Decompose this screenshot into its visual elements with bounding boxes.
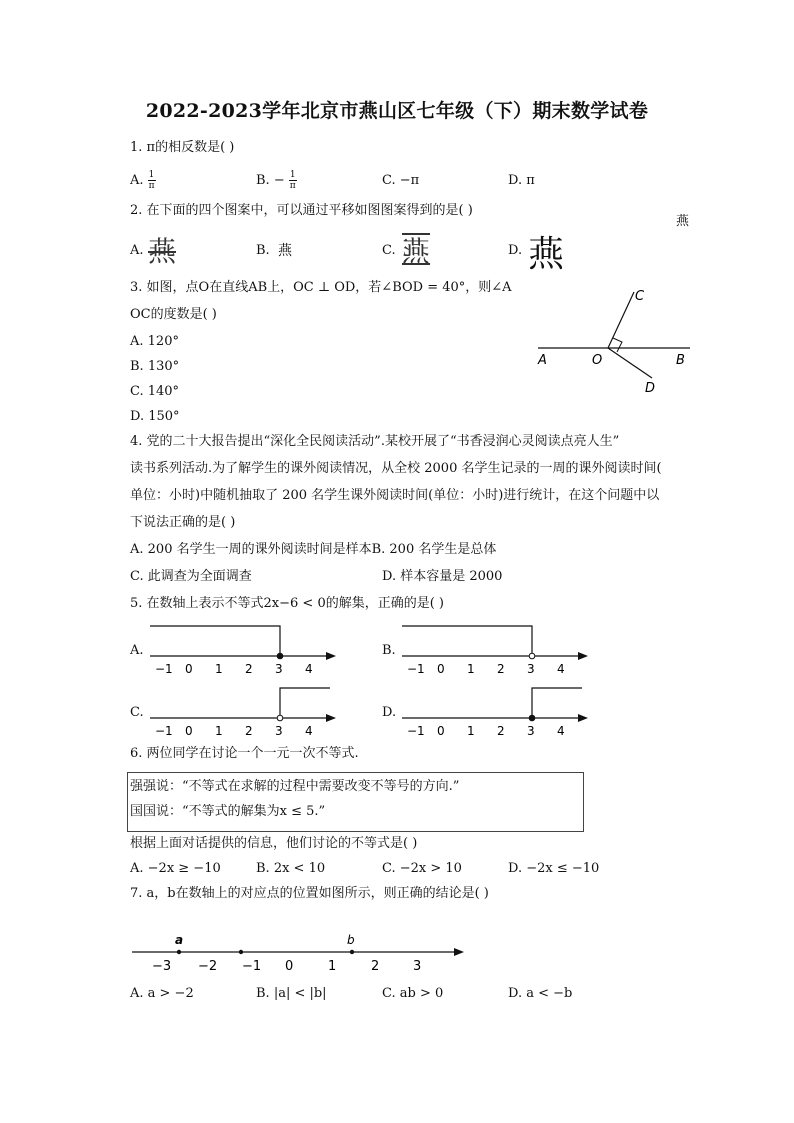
open-endpoint <box>529 653 535 659</box>
tick-label: 1 <box>215 662 223 676</box>
q6-follow-up: 根据上面对话提供的信息，他们讨论的不等式是( ) <box>130 836 418 851</box>
point-label-d: D <box>645 381 656 396</box>
point-label-a: A <box>538 353 547 368</box>
tick-label: 4 <box>305 662 313 676</box>
axis-arrow <box>326 714 336 722</box>
q2-option-c-pattern: 燕 <box>402 235 431 268</box>
q3-option-a[interactable]: A. 120° <box>130 334 179 349</box>
ray-od <box>608 348 652 378</box>
tick-label: 3 <box>275 724 283 738</box>
q5-number-line-c <box>148 680 348 740</box>
tick-label: 3 <box>527 662 535 676</box>
q2-stem: 2. 在下面的四个图案中，可以通过平移如图图案得到的是( ) <box>130 203 473 218</box>
q4-stem-line4: 下说法正确的是( ) <box>130 515 236 530</box>
tick-label: 4 <box>557 662 565 676</box>
q3-stem-line1: 3. 如图，点O在直线AB上，OC ⊥ OD，若∠BOD = 40°，则∠A <box>130 280 512 295</box>
q2-option-b-label[interactable]: B. <box>256 243 270 258</box>
q5-number-line-b <box>400 618 600 678</box>
q2-option-a-label[interactable]: A. <box>130 243 144 258</box>
tick-label: 1 <box>215 724 223 738</box>
open-endpoint <box>277 715 283 721</box>
q7-point-a <box>177 950 181 954</box>
q7-point-b <box>350 950 354 954</box>
axis-arrow <box>578 714 588 722</box>
right-angle-mark <box>613 338 622 352</box>
tick-label: 0 <box>185 724 193 738</box>
q5-option-c-label[interactable]: C. <box>130 705 144 720</box>
axis-arrow <box>326 652 336 660</box>
solution-ray <box>532 688 582 718</box>
tick-label: 3 <box>275 662 283 676</box>
tick-label: −1 <box>155 724 173 738</box>
q4-stem-line1: 4. 党的二十大报告提出“深化全民阅读活动”.某校开展了“书香浸润心灵阅读点亮人生” <box>130 434 620 449</box>
q7-option-d[interactable]: D. a < −b <box>508 986 573 1001</box>
q1-option-d[interactable]: D. π <box>508 173 535 188</box>
q7-tick-label: 3 <box>413 959 422 974</box>
closed-endpoint <box>529 715 535 721</box>
q1-b-fraction: $\frac{1}{\pi}$ <box>289 170 296 191</box>
q4-stem-line3: 单位：小时)中随机抽取了 200 名学生课外阅读时间(单位：小时)进行统计，在这个问题中以 <box>130 488 660 503</box>
solution-ray <box>280 688 330 718</box>
q1-a-prefix: A. <box>130 173 144 188</box>
q7-option-a[interactable]: A. a > −2 <box>130 986 194 1001</box>
q5-number-line-d <box>400 680 600 740</box>
q7-option-c[interactable]: C. ab > 0 <box>382 986 444 1001</box>
q6-option-c[interactable]: C. −2x > 10 <box>382 861 462 876</box>
ray-oc <box>608 292 634 348</box>
q2-option-b-pattern: 燕 <box>278 243 292 259</box>
q6-stem: 6. 两位同学在讨论一个一元一次不等式. <box>130 746 359 761</box>
solution-ray <box>402 626 532 656</box>
tick-label: 1 <box>467 724 475 738</box>
q4-option-d[interactable]: D. 样本容量是 2000 <box>382 569 503 584</box>
q7-tick-label: −3 <box>152 959 172 974</box>
q7-point-neg1 <box>239 950 243 954</box>
q6-box-line1: 强强说：“不等式在求解的过程中需要改变不等号的方向.” <box>130 779 460 794</box>
q4-stem-line2: 读书系列活动.为了解学生的课外阅读情况，从全校 2000 名学生记录的一周的课外阅读时间( <box>130 461 662 476</box>
q7-tick-label: −2 <box>198 959 218 974</box>
tick-label: 3 <box>527 724 535 738</box>
tick-label: 2 <box>245 662 253 676</box>
tick-label: −1 <box>155 662 173 676</box>
point-label-c: C <box>635 289 645 304</box>
q7-tick-label: 2 <box>371 959 380 974</box>
q3-option-c[interactable]: C. 140° <box>130 384 180 399</box>
q2-option-d-label[interactable]: D. <box>508 243 523 258</box>
q7-stem: 7. a，b在数轴上的对应点的位置如图所示，则正确的结论是( ) <box>130 886 489 901</box>
tick-label: 0 <box>185 662 193 676</box>
q4-option-c[interactable]: C. 此调查为全面调查 <box>130 569 252 584</box>
tick-label: 0 <box>437 662 445 676</box>
tick-label: 4 <box>557 724 565 738</box>
page-title: 2022-2023学年北京市燕山区七年级（下）期末数学试卷 <box>145 100 649 122</box>
q6-option-d[interactable]: D. −2x ≤ −10 <box>508 861 600 876</box>
q6-option-a[interactable]: A. −2x ≥ −10 <box>130 861 221 876</box>
tick-label: 4 <box>305 724 313 738</box>
q2-option-d-pattern: 燕 <box>528 234 565 275</box>
q3-option-b[interactable]: B. 130° <box>130 359 180 374</box>
tick-label: −1 <box>407 662 425 676</box>
q5-stem: 5. 在数轴上表示不等式2x−6 < 0的解集，正确的是( ) <box>130 596 445 611</box>
q1-b-prefix: B. − <box>256 173 285 188</box>
q1-option-c[interactable]: C. −π <box>382 173 420 188</box>
tick-label: 2 <box>497 662 505 676</box>
solution-ray <box>150 626 280 656</box>
point-label-o: O <box>592 353 603 368</box>
q7-label-b: b <box>347 933 355 947</box>
tick-label: 1 <box>467 662 475 676</box>
q3-angle-figure <box>530 280 700 400</box>
q2-option-a-pattern: 燕 <box>148 235 177 268</box>
q7-axis-arrow <box>454 948 464 956</box>
q7-option-b[interactable]: B. |a| < |b| <box>256 986 327 1001</box>
q1-a-fraction: $\frac{1}{\pi}$ <box>148 170 155 191</box>
closed-endpoint <box>277 653 283 659</box>
tick-label: 0 <box>437 724 445 738</box>
q7-tick-label: 0 <box>285 959 294 974</box>
q7-tick-label: −1 <box>242 959 262 974</box>
tick-label: 2 <box>245 724 253 738</box>
q5-option-a-label[interactable]: A. <box>130 643 144 658</box>
point-label-b: B <box>676 353 685 368</box>
q3-stem-line2: OC的度数是( ) <box>130 307 217 322</box>
q1-stem: 1. π的相反数是( ) <box>130 140 235 155</box>
q3-option-d[interactable]: D. 150° <box>130 409 180 424</box>
q5-option-b-label[interactable]: B. <box>382 643 396 658</box>
q5-option-d-label[interactable]: D. <box>382 705 397 720</box>
q7-label-a: a <box>175 933 184 947</box>
tick-label: 2 <box>497 724 505 738</box>
q5-number-line-a <box>148 618 348 678</box>
q1-option-b[interactable] <box>256 170 297 191</box>
q4-option-ab[interactable]: A. 200 名学生一周的课外阅读时间是样本B. 200 名学生是总体 <box>130 542 497 557</box>
q6-box-line2: 国国说：“不等式的解集为x ≤ 5.” <box>130 804 326 819</box>
q7-tick-label: 1 <box>328 959 337 974</box>
q2-option-c-label[interactable]: C. <box>382 243 396 258</box>
axis-arrow <box>578 652 588 660</box>
q6-option-b[interactable]: B. 2x < 10 <box>256 861 326 876</box>
q2-reference-glyph: 燕 <box>676 214 690 229</box>
q7-number-line <box>128 928 473 978</box>
q1-option-a[interactable] <box>130 170 156 191</box>
tick-label: −1 <box>407 724 425 738</box>
